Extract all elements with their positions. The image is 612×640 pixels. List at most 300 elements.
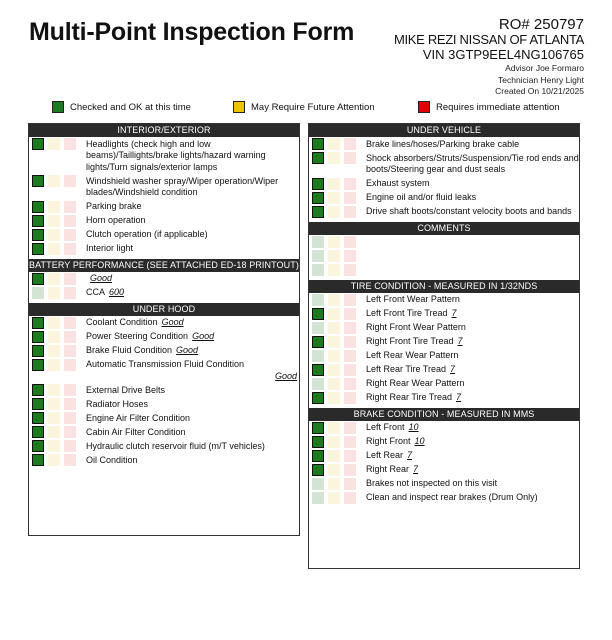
inspection-row [29,439,299,453]
status-boxes [312,264,360,276]
inspection-row [29,242,299,256]
section-spacer [29,467,299,470]
inspection-row [309,391,579,405]
item-value: Good [274,370,297,381]
item-value: 7 [456,392,462,402]
page-title: Multi-Point Inspection Form [29,18,355,46]
status-boxes [312,178,360,190]
ok-checkbox[interactable] [32,398,44,410]
section-spacer [309,505,579,508]
item-value: 10 [414,436,425,446]
comment-row [309,263,579,277]
ok-checkbox[interactable] [32,317,44,329]
inspection-row [309,349,579,363]
item-text: Right Rear [366,464,410,474]
immediate-checkbox[interactable] [344,264,356,276]
item-label [366,392,579,404]
status-boxes [32,384,80,396]
immediate-checkbox[interactable] [64,215,76,227]
ok-checkbox[interactable] [32,359,44,371]
ok-checkbox[interactable] [32,345,44,357]
status-boxes [32,201,80,213]
attention-checkbox[interactable] [328,192,340,204]
dealer-name: MIKE REZI NISSAN OF ATLANTA [393,32,584,48]
immediate-checkbox[interactable] [64,287,76,299]
status-boxes [32,412,80,424]
section-header: BRAKE CONDITION - MEASURED IN MMS [309,408,579,421]
item-text: Brake lines/hoses/Parking brake cable [366,138,520,149]
status-boxes [312,152,360,164]
attention-checkbox[interactable] [328,478,340,490]
ok-checkbox[interactable] [32,229,44,241]
inspection-row [309,205,579,219]
item-label [366,138,579,150]
item-value: Good [192,331,215,341]
ok-checkbox[interactable] [312,178,324,190]
immediate-checkbox[interactable] [344,192,356,204]
status-boxes [32,359,80,371]
item-text: Power Steering Condition [86,331,189,341]
ok-checkbox[interactable] [312,350,324,362]
ok-checkbox[interactable] [312,294,324,306]
status-boxes [312,436,360,448]
ok-checkbox[interactable] [312,364,324,376]
immediate-checkbox[interactable] [64,331,76,343]
attention-checkbox[interactable] [328,178,340,190]
item-label [366,308,579,320]
immediate-checkbox[interactable] [64,201,76,213]
attention-checkbox[interactable] [48,287,60,299]
status-boxes [32,273,80,285]
legend-green [52,101,191,113]
ok-checkbox[interactable] [312,264,324,276]
status-boxes [312,308,360,320]
inspection-row [309,449,579,463]
inspection-row [309,191,579,205]
immediate-checkbox[interactable] [344,322,356,334]
item-label [86,215,299,227]
ok-checkbox[interactable] [312,392,324,404]
item-text: Left Rear [366,450,404,460]
item-label [86,440,299,452]
attention-checkbox[interactable] [48,243,60,255]
status-boxes [32,175,80,187]
item-value: 7 [407,450,413,460]
status-boxes [312,336,360,348]
item-label [366,322,579,334]
inspection-row [309,377,579,391]
attention-checkbox[interactable] [48,317,60,329]
item-value: Good [90,273,113,283]
item-text: Brakes not inspected on this visit [366,478,498,488]
immediate-checkbox[interactable] [344,350,356,362]
attention-checkbox[interactable] [328,206,340,218]
status-boxes [32,138,80,150]
status-boxes [312,294,360,306]
immediate-checkbox[interactable] [344,422,356,434]
immediate-checkbox[interactable] [64,229,76,241]
status-boxes [312,236,360,248]
item-text: Interior light [86,243,134,253]
ok-checkbox[interactable] [32,175,44,187]
ok-checkbox[interactable] [312,436,324,448]
item-text: Left Rear Wear Pattern [366,350,459,360]
legend-green-label: Checked and OK at this time [70,101,191,113]
item-label [86,175,299,199]
inspection-row [29,137,299,174]
immediate-checkbox[interactable] [64,398,76,410]
section-header: UNDER HOOD [29,303,299,316]
immediate-checkbox[interactable] [344,464,356,476]
item-label [86,412,299,424]
item-text: Coolant Condition [86,317,158,327]
inspection-row [29,397,299,411]
attention-checkbox[interactable] [328,250,340,262]
immediate-checkbox[interactable] [64,440,76,452]
technician-name: Henry Light [540,74,584,85]
item-text: Clutch operation (if applicable) [86,229,208,239]
ok-checkbox[interactable] [312,492,324,504]
comment-row [309,249,579,263]
section-header: COMMENTS [309,222,579,235]
attention-checkbox[interactable] [328,308,340,320]
item-text: Left Front Tire Tread [366,308,448,318]
item-label [86,273,299,285]
ok-checkbox[interactable] [312,478,324,490]
section-header: UNDER VEHICLE [309,124,579,137]
attention-checkbox[interactable] [48,175,60,187]
inspection-row [309,321,579,335]
item-text: Windshield washer spray/Wiper operation/Wiper blades/Windshield condition [86,175,279,197]
immediate-checkbox[interactable] [344,178,356,190]
item-label [86,345,299,357]
attention-checkbox[interactable] [48,426,60,438]
immediate-checkbox[interactable] [344,378,356,390]
ok-checkbox[interactable] [32,384,44,396]
attention-checkbox[interactable] [328,378,340,390]
item-text: Engine oil and/or fluid leaks [366,192,477,202]
inspection-row [29,344,299,358]
ok-checkbox[interactable] [32,426,44,438]
item-text: Automatic Transmission Fluid Condition [86,359,245,369]
red-swatch [418,101,430,113]
status-boxes [32,454,80,466]
status-boxes [32,287,80,299]
comment-row [309,235,579,249]
legend-red [418,101,560,113]
attention-checkbox[interactable] [48,440,60,452]
inspection-row [29,411,299,425]
item-text: Shock absorbers/Struts/Suspension/Tie rod ends and boots/Steering gear and dust seals [366,152,579,174]
item-label [366,206,579,218]
ok-checkbox[interactable] [32,287,44,299]
item-label [366,378,579,390]
ok-checkbox[interactable] [312,308,324,320]
attention-checkbox[interactable] [328,364,340,376]
legend-yellow [233,101,375,113]
item-text: Left Rear Tire Tread [366,364,447,374]
advisor-label: Advisor [505,63,534,74]
status-boxes [32,426,80,438]
status-boxes [32,215,80,227]
inspection-row [309,307,579,321]
immediate-checkbox[interactable] [344,308,356,320]
item-label [86,201,299,213]
item-value: 7 [413,464,419,474]
attention-checkbox[interactable] [328,264,340,276]
immediate-checkbox[interactable] [64,384,76,396]
advisor-line [394,63,584,74]
immediate-checkbox[interactable] [64,138,76,150]
item-label [86,287,299,299]
inspection-row [29,286,299,300]
immediate-checkbox[interactable] [344,138,356,150]
ok-checkbox[interactable] [312,450,324,462]
item-text: Right Front Wear Pattern [366,322,466,332]
item-label [86,398,299,410]
status-boxes [32,243,80,255]
ok-checkbox[interactable] [312,250,324,262]
immediate-checkbox[interactable] [344,392,356,404]
inspection-row [29,383,299,397]
right-column [308,123,580,569]
inspection-row [309,151,579,177]
section-header: TIRE CONDITION - MEASURED IN 1/32NDS [309,280,579,293]
ok-checkbox[interactable] [312,464,324,476]
attention-checkbox[interactable] [328,138,340,150]
ok-checkbox[interactable] [312,152,324,164]
inspection-row [29,453,299,467]
attention-checkbox[interactable] [48,454,60,466]
item-label [86,138,299,173]
green-swatch [52,101,64,113]
legend [52,101,584,117]
inspection-row [309,491,579,505]
status-boxes [312,322,360,334]
attention-checkbox[interactable] [328,294,340,306]
item-label [366,464,579,476]
item-text: Right Front Tire Tread [366,336,454,346]
attention-checkbox[interactable] [48,384,60,396]
immediate-checkbox[interactable] [64,273,76,285]
created-date: Created On 10/21/2025 [495,86,584,97]
item-label [366,336,579,348]
ok-checkbox[interactable] [32,201,44,213]
section-header: INTERIOR/EXTERIOR [29,124,299,137]
immediate-checkbox[interactable] [344,450,356,462]
inspection-row [29,174,299,200]
status-boxes [312,206,360,218]
immediate-checkbox[interactable] [64,426,76,438]
status-boxes [32,345,80,357]
inspection-row [29,330,299,344]
attention-checkbox[interactable] [48,398,60,410]
item-text: Exhaust system [366,178,430,188]
immediate-checkbox[interactable] [64,359,76,371]
status-boxes [32,440,80,452]
item-label [366,450,579,462]
ok-checkbox[interactable] [312,322,324,334]
ok-checkbox[interactable] [312,236,324,248]
immediate-checkbox[interactable] [344,364,356,376]
status-boxes [312,350,360,362]
item-label [86,317,299,329]
inspection-row [29,316,299,330]
attention-checkbox[interactable] [48,331,60,343]
item-label [366,178,579,190]
attention-checkbox[interactable] [48,359,60,371]
inspection-row [29,425,299,439]
item-label [86,384,299,396]
attention-checkbox[interactable] [48,215,60,227]
section-header: BATTERY PERFORMANCE (SEE ATTACHED ED-18 PRINTOUT) [29,259,299,270]
ok-checkbox[interactable] [312,206,324,218]
attention-checkbox[interactable] [48,345,60,357]
immediate-checkbox[interactable] [344,206,356,218]
legend-red-label: Requires immediate attention [436,101,560,113]
attention-checkbox[interactable] [328,336,340,348]
item-text: Cabin Air Filter Condition [86,426,186,437]
ok-checkbox[interactable] [312,422,324,434]
legend-yellow-label: May Require Future Attention [251,101,375,113]
item-text: CCA [86,287,106,297]
status-boxes [312,478,360,490]
ok-checkbox[interactable] [312,336,324,348]
attention-checkbox[interactable] [328,464,340,476]
item-text: Right Rear Tire Tread [366,392,453,402]
ro-number: RO# 250797 [498,16,584,33]
attention-checkbox[interactable] [328,450,340,462]
item-label [86,243,299,255]
item-label [366,478,579,490]
item-text: Right Front [366,436,411,446]
attention-checkbox[interactable] [328,436,340,448]
immediate-checkbox[interactable] [64,345,76,357]
item-text: Radiator Hoses [86,398,149,409]
attention-checkbox[interactable] [328,392,340,404]
status-boxes [32,398,80,410]
item-value: 600 [109,287,125,297]
ok-checkbox[interactable] [32,331,44,343]
inspection-row [309,463,579,477]
item-label [366,364,579,376]
item-text: Left Front Wear Pattern [366,294,460,304]
inspection-row [29,200,299,214]
item-label [366,436,579,448]
status-boxes [312,250,360,262]
status-boxes [312,392,360,404]
immediate-checkbox[interactable] [344,478,356,490]
ok-checkbox[interactable] [32,243,44,255]
item-label [86,331,299,343]
inspection-row [309,177,579,191]
ok-checkbox[interactable] [32,273,44,285]
item-label [366,152,579,176]
vin-number: VIN 3GTP9EEL4NG106765 [422,47,584,63]
attention-checkbox[interactable] [328,152,340,164]
immediate-checkbox[interactable] [344,436,356,448]
ok-checkbox[interactable] [312,192,324,204]
item-text: Headlights (check high and low beams)/Taillights/brake lights/hazard warning lights/Turn signals/exterior lamps [86,138,266,172]
attention-checkbox[interactable] [328,350,340,362]
item-value: 7 [457,336,463,346]
item-text: Parking brake [86,201,142,211]
attention-checkbox[interactable] [48,138,60,150]
attention-checkbox[interactable] [48,201,60,213]
immediate-checkbox[interactable] [344,236,356,248]
ok-checkbox[interactable] [32,138,44,150]
attention-checkbox[interactable] [48,229,60,241]
status-boxes [32,331,80,343]
status-boxes [312,378,360,390]
status-boxes [312,192,360,204]
ok-checkbox[interactable] [32,215,44,227]
inspection-row [29,214,299,228]
immediate-checkbox[interactable] [344,250,356,262]
status-boxes [312,422,360,434]
attention-checkbox[interactable] [328,322,340,334]
immediate-checkbox[interactable] [64,175,76,187]
immediate-checkbox[interactable] [344,294,356,306]
immediate-checkbox[interactable] [344,492,356,504]
status-boxes [32,317,80,329]
item-label [86,454,299,466]
attention-checkbox[interactable] [48,273,60,285]
header-info [394,16,584,98]
immediate-checkbox[interactable] [64,317,76,329]
immediate-checkbox[interactable] [344,336,356,348]
item-label [366,350,579,362]
immediate-checkbox[interactable] [344,152,356,164]
status-boxes [312,492,360,504]
attention-checkbox[interactable] [48,412,60,424]
item-value: 7 [450,364,456,374]
attention-checkbox[interactable] [328,422,340,434]
ok-checkbox[interactable] [32,412,44,424]
item-label [86,359,299,383]
attention-checkbox[interactable] [328,492,340,504]
advisor-name: Joe Formaro [535,63,584,74]
item-value: Good [161,317,184,327]
status-boxes [312,138,360,150]
ok-checkbox[interactable] [312,138,324,150]
immediate-checkbox[interactable] [64,412,76,424]
technician-line [394,75,584,86]
item-value: Good [176,345,199,355]
item-value: 7 [451,308,457,318]
item-text: Brake Fluid Condition [86,345,173,355]
inspection-row [29,358,299,384]
attention-checkbox[interactable] [328,236,340,248]
immediate-checkbox[interactable] [64,454,76,466]
item-label [366,294,579,306]
ok-checkbox[interactable] [32,440,44,452]
item-label [366,422,579,434]
ok-checkbox[interactable] [312,378,324,390]
inspection-row [309,293,579,307]
item-text: External Drive Belts [86,384,166,395]
inspection-row [309,477,579,491]
item-label [366,492,579,504]
item-label [86,229,299,241]
immediate-checkbox[interactable] [64,243,76,255]
item-text: Clean and inspect rear brakes (Drum Only) [366,492,538,502]
inspection-row [309,137,579,151]
item-text: Oil Condition [86,454,138,465]
item-value: 10 [408,422,419,432]
inspection-row [309,421,579,435]
ok-checkbox[interactable] [32,454,44,466]
